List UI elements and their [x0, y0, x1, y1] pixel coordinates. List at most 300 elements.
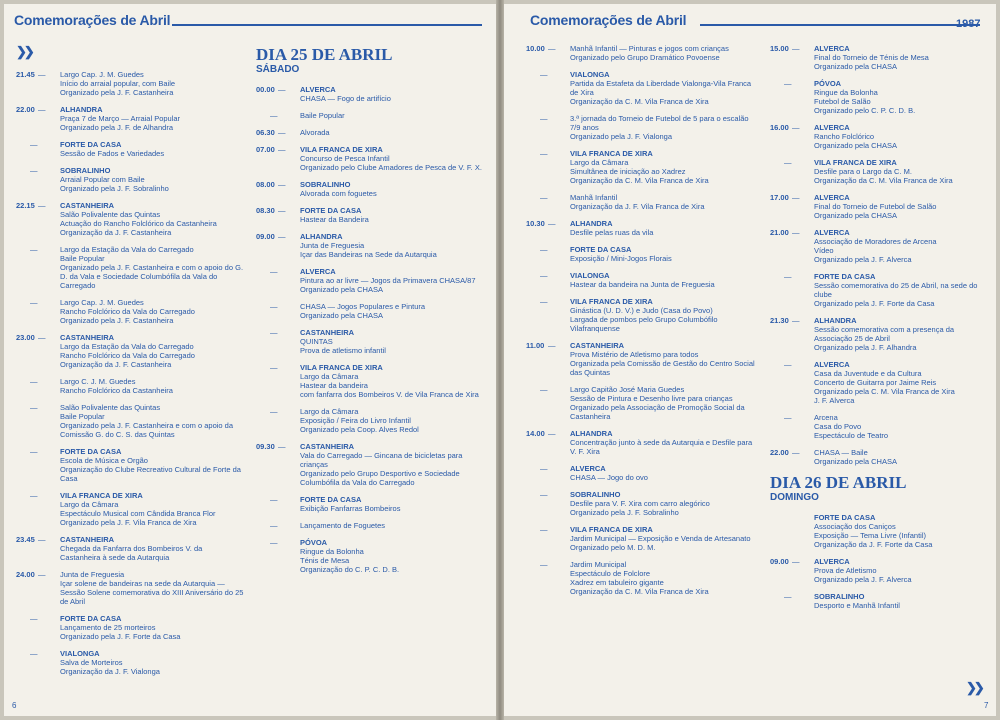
left-column-1 [16, 70, 244, 684]
entry-line: 3.ª jornada do Torneio de Futebol de 5 para o escalão 7/9 anos [570, 114, 749, 132]
entry-location: ALHANDRA [814, 316, 857, 325]
entry-line: Actuação do Rancho Folclórico da Castanheira [60, 219, 217, 228]
entry-dash: — [278, 180, 286, 189]
entry-line: Largo da Câmara [300, 407, 359, 416]
entry-dash: — [540, 193, 548, 202]
entry-time: 21.00 [770, 228, 789, 237]
entry-line: Largo Capitão José Maria Guedes [570, 385, 685, 394]
entry-line: Organizado pela CHASA [814, 457, 897, 466]
schedule-entry [16, 447, 244, 483]
entry-dash: — [270, 328, 278, 337]
entry-line: Salva de Morteiros [60, 658, 123, 667]
right-column-1 [526, 44, 758, 604]
entry-time: 14.00 [526, 429, 545, 438]
entry-dash: — [540, 70, 548, 79]
schedule-entry [526, 385, 758, 421]
entry-time: 17.00 [770, 193, 789, 202]
schedule-entry [526, 219, 758, 237]
entry-dash: — [784, 413, 792, 422]
entry-line: Organizado pelo Grupo Desportivo e Sociedade Columbófila da Vala do Carregado [300, 469, 460, 487]
entry-line: Início do arraial popular, com Baile [60, 79, 176, 88]
schedule-entry [16, 201, 244, 237]
schedule-entry [526, 297, 758, 333]
entry-location: FORTE DA CASA [570, 245, 632, 254]
entry-line: Junta de Freguesia [300, 241, 365, 250]
schedule-entry [16, 491, 244, 527]
entry-time: 22.00 [770, 448, 789, 457]
entry-line: Rancho Folclórico da Vala do Carregado [60, 351, 195, 360]
schedule-entry [16, 649, 244, 676]
entry-line: Organização do C. P. C. D. B. [300, 565, 400, 574]
schedule-entry [526, 193, 758, 211]
entry-location: ALVERCA [814, 123, 850, 132]
entry-dash: — [270, 538, 278, 547]
entry-dash: — [38, 333, 46, 342]
entry-line: Exposição / Feira do Livro Infantil [300, 416, 411, 425]
entry-dash: — [30, 403, 38, 412]
entry-line: Chegada da Fanfarra dos Bombeiros V. da Castanheira à sede da Autarquia [60, 544, 203, 562]
schedule-entry [770, 592, 988, 610]
entry-line: Organizado pela J. F. Castanheira e com o apoio da Comissão G. do C. S. das Quintas [60, 421, 234, 439]
entry-time: 06.30 [256, 128, 275, 137]
schedule-entry [256, 407, 488, 434]
entry-dash: — [540, 525, 548, 534]
schedule-entry [256, 538, 488, 574]
entry-line: CHASA — Baile [814, 448, 868, 457]
schedule-entry [770, 360, 988, 405]
entry-line: Final do Torneio de Ténis de Mesa [814, 53, 929, 62]
header-year: 1987 [956, 18, 981, 30]
entry-line: CHASA — Fogo de artifício [300, 94, 391, 103]
schedule-entry [526, 429, 758, 456]
entry-location: SOBRALINHO [814, 592, 865, 601]
entry-dash: — [30, 491, 38, 500]
entry-dash: — [792, 228, 800, 237]
schedule-entry [16, 614, 244, 641]
entry-dash: — [792, 557, 800, 566]
entry-location: CASTANHEIRA [300, 328, 355, 337]
entry-line: Xadrez em tabuleiro gigante [570, 578, 664, 587]
entry-line: Jardim Municipal — Exposição e Venda de Artesanato [570, 534, 751, 543]
entry-line: Organizado pela J. F. Castanheira e com o apoio do G. D. da Vala e Sociedade Columbófila da Vala do Carregado [60, 263, 244, 290]
entry-line: Hastear da bandeira [300, 381, 368, 390]
entry-location: ALVERCA [300, 267, 336, 276]
entry-line: CHASA — Jogos Populares e Pintura [300, 302, 426, 311]
entry-line: Alvorada [300, 128, 330, 137]
entry-time: 09.00 [770, 557, 789, 566]
entry-line: Organizado pelo C. P. C. D. B. [814, 106, 916, 115]
entry-location: ALVERCA [570, 464, 606, 473]
entry-location: CASTANHEIRA [60, 333, 115, 342]
entry-location: CASTANHEIRA [60, 201, 115, 210]
schedule-entry [526, 271, 758, 289]
schedule-entry [256, 145, 488, 172]
entry-line: Largo Cap. J. M. Guedes [60, 70, 144, 79]
entry-line: Organização da J. F. Vialonga [60, 667, 160, 676]
entry-line: Desporto e Manhã Infantil [814, 601, 900, 610]
entry-time: 09.30 [256, 442, 275, 451]
entry-dash: — [278, 232, 286, 241]
entry-line: Organização da C. M. Vila Franca de Xira [814, 176, 953, 185]
schedule-entry [770, 513, 988, 549]
entry-line: Espectáculo de Folclore [570, 569, 651, 578]
entry-line: Organizado pela J. F. Castanheira [60, 88, 174, 97]
entry-line: Pintura ao ar livre — Jogos da Primavera CHASA/87 [300, 276, 476, 285]
entry-dash: — [278, 442, 286, 451]
entry-line: Ringue da Bolonha [300, 547, 364, 556]
schedule-entry [770, 557, 988, 584]
schedule-entry [256, 495, 488, 513]
entry-line: Organização da C. M. Vila Franca de Xira [570, 97, 709, 106]
entry-line: Organizado pela CHASA [814, 62, 897, 71]
entry-location: VILA FRANCA DE XIRA [300, 145, 383, 154]
entry-line: Arraial Popular com Baile [60, 175, 145, 184]
entry-dash: — [270, 495, 278, 504]
entry-dash: — [792, 44, 800, 53]
schedule-entry [256, 521, 488, 530]
schedule-entry [16, 166, 244, 193]
schedule-entry [770, 123, 988, 150]
entry-time: 23.00 [16, 333, 35, 342]
entry-line: Organizado pela J. F. Sobralinho [570, 508, 679, 517]
entry-location: FORTE DA CASA [814, 272, 876, 281]
entry-line: Organização da J. F. Castanheira [60, 360, 172, 369]
entry-time: 08.00 [256, 180, 275, 189]
entry-location: FORTE DA CASA [60, 614, 122, 623]
left-column-2-list [256, 85, 488, 574]
entry-line: Largo da Câmara [570, 158, 629, 167]
entry-time: 10.30 [526, 219, 545, 228]
schedule-entry [526, 245, 758, 263]
right-column-2b-list [770, 513, 988, 610]
entry-dash: — [278, 128, 286, 137]
entry-dash: — [38, 570, 46, 579]
entry-time: 22.00 [16, 105, 35, 114]
double-chevron-icon: ❯❯ [966, 680, 982, 695]
schedule-entry [16, 535, 244, 562]
entry-location: SOBRALINHO [570, 490, 621, 499]
entry-line: Desfile para o Largo da C. M. [814, 167, 912, 176]
entry-line: Casa do Povo [814, 422, 862, 431]
entry-dash: — [784, 360, 792, 369]
entry-line: Prova de Atletismo [814, 566, 877, 575]
schedule-entry [16, 333, 244, 369]
entry-line: Casa da Juventude e da Cultura [814, 369, 922, 378]
entry-line: Organização da C. M. Vila Franca de Xira [570, 587, 709, 596]
entry-dash: — [540, 245, 548, 254]
day-title: DIA 25 DE ABRIL [256, 45, 393, 64]
entry-location: VILA FRANCA DE XIRA [570, 149, 653, 158]
entry-dash: — [784, 272, 792, 281]
schedule-entry [526, 44, 758, 62]
entry-line: Largo C. J. M. Guedes [60, 377, 136, 386]
entry-line: Exibição Fanfarras Bombeiros [300, 504, 401, 513]
entry-line: Içar das Bandeiras na Sede da Autarquia [300, 250, 437, 259]
day-heading-26 [770, 474, 988, 503]
entry-dash: — [30, 298, 38, 307]
entry-dash: — [270, 407, 278, 416]
entry-line: Largo da Câmara [300, 372, 359, 381]
page-right [504, 4, 996, 716]
entry-dash: — [30, 649, 38, 658]
entry-dash: — [784, 79, 792, 88]
entry-line: Organizado pela J. F. Alverca [814, 255, 912, 264]
entry-line: Organizado pela CHASA [300, 285, 383, 294]
entry-dash: — [38, 105, 46, 114]
entry-line: Manhã Infantil [570, 193, 618, 202]
day-heading-25 [256, 46, 488, 75]
entry-line: Largo da Câmara [60, 500, 119, 509]
entry-location: VIALONGA [60, 649, 100, 658]
entry-dash: — [548, 341, 556, 350]
entry-dash: — [30, 140, 38, 149]
entry-line: com fanfarra dos Bombeiros V. de Vila Franca de Xira [300, 390, 479, 399]
entry-line: J. F. Alverca [814, 396, 855, 405]
right-column-2 [770, 44, 988, 618]
entry-location: ALVERCA [814, 557, 850, 566]
entry-line: Organizado pela J. F. Alverca [814, 575, 912, 584]
entry-line: Rancho Folclórico da Castanheira [60, 386, 173, 395]
entry-line: Prova de atletismo infantil [300, 346, 386, 355]
entry-line: Organizado pela J. F. Alhandra [814, 343, 917, 352]
entry-line: Organizado pela J. F. Sobralinho [60, 184, 169, 193]
entry-location: VILA FRANCA DE XIRA [570, 297, 653, 306]
entry-line: Organizado pela CHASA [300, 311, 383, 320]
entry-location: VIALONGA [570, 271, 610, 280]
entry-dash: — [792, 123, 800, 132]
page-left [4, 4, 496, 716]
entry-line: Baile Popular [60, 412, 105, 421]
header-title-left: Comemorações de Abril [14, 12, 171, 28]
entry-dash: — [38, 535, 46, 544]
entry-location: VILA FRANCA DE XIRA [300, 363, 383, 372]
entry-line: Hastear da bandeira na Junta de Freguesia [570, 280, 715, 289]
entry-line: Prova Mistério de Atletismo para todos [570, 350, 699, 359]
entry-dash: — [540, 114, 548, 123]
entry-location: ALVERCA [814, 193, 850, 202]
entry-time: 22.15 [16, 201, 35, 210]
entry-line: Organização da J. F. Forte da Casa [814, 540, 933, 549]
entry-line: Organizado pela CHASA [814, 141, 897, 150]
entry-line: Ténis de Mesa [300, 556, 350, 565]
right-column-2-list [770, 44, 988, 466]
entry-dash: — [270, 111, 278, 120]
entry-dash: — [278, 145, 286, 154]
entry-line: Final do Torneio de Futebol de Salão [814, 202, 937, 211]
schedule-entry [770, 316, 988, 352]
schedule-entry [526, 341, 758, 377]
entry-line: Jardim Municipal [570, 560, 627, 569]
entry-location: SOBRALINHO [300, 180, 351, 189]
entry-time: 23.45 [16, 535, 35, 544]
entry-line: Organizado pela C. M. Vila Franca de Xira [814, 387, 955, 396]
entry-dash: — [278, 85, 286, 94]
entry-line: Escola de Música e Orgão [60, 456, 148, 465]
schedule-entry [16, 245, 244, 290]
entry-location: VILA FRANCA DE XIRA [60, 491, 143, 500]
entry-dash: — [548, 44, 556, 53]
entry-line: Rancho Folclórico da Vala do Carregado [60, 307, 195, 316]
schedule-entry [256, 363, 488, 399]
entry-location: FORTE DA CASA [300, 495, 362, 504]
entry-line: Partida da Estafeta da Liberdade Vialonga-Vila Franca de Xira [570, 79, 752, 97]
entry-location: FORTE DA CASA [60, 447, 122, 456]
entry-line: Organizado pelo M. D. M. [570, 543, 656, 552]
entry-location: SOBRALINHO [60, 166, 111, 175]
entry-dash: — [38, 70, 46, 79]
entry-time: 21.45 [16, 70, 35, 79]
schedule-entry [256, 328, 488, 355]
entry-line: Organizado pelo Grupo Dramático Povoense [570, 53, 720, 62]
entry-dash: — [548, 429, 556, 438]
entry-line: Ginástica (U. D. V.) e Judo (Casa do Povo) [570, 306, 713, 315]
entry-line: CHASA — Jogo do ovo [570, 473, 648, 482]
entry-location: FORTE DA CASA [814, 513, 876, 522]
schedule-entry [16, 70, 244, 97]
entry-line: Largo da Estação da Vala do Carregado [60, 342, 194, 351]
schedule-entry [256, 111, 488, 120]
schedule-entry [16, 377, 244, 395]
schedule-entry [256, 128, 488, 137]
entry-location: VIALONGA [570, 70, 610, 79]
schedule-entry [526, 70, 758, 106]
entry-line: Ringue da Bolonha [814, 88, 878, 97]
entry-dash: — [540, 490, 548, 499]
day-weekday: SÁBADO [256, 64, 300, 75]
entry-location: VILA FRANCA DE XIRA [570, 525, 653, 534]
entry-line: Baile Popular [300, 111, 345, 120]
entry-line: Organização da J. F. Vila Franca de Xira [570, 202, 705, 211]
entry-dash: — [540, 464, 548, 473]
entry-line: Organizado pela Coop. Alves Redol [300, 425, 419, 434]
entry-line: Junta de Freguesia [60, 570, 125, 579]
entry-line: Concentração junto à sede da Autarquia e Desfile para V. F. Xira [570, 438, 753, 456]
entry-line: Lançamento de 25 morteiros [60, 623, 156, 632]
entry-time: 11.00 [526, 341, 545, 350]
entry-location: PÓVOA [814, 79, 842, 88]
schedule-entry [256, 180, 488, 198]
entry-location: ALVERCA [814, 44, 850, 53]
entry-line: Simultânea de iniciação ao Xadrez [570, 167, 686, 176]
entry-line: Içar solene de bandeiras na sede da Autarquia — Sessão Solene comemorativa do XIII Aniversário do 25 de Abril [60, 579, 244, 606]
entry-dash: — [792, 193, 800, 202]
entry-line: Espectáculo de Teatro [814, 431, 889, 440]
entry-line: Organizado pela J. F. Forte da Casa [60, 632, 181, 641]
entry-time: 09.00 [256, 232, 275, 241]
entry-line: Organização da J. F. Castanheira [60, 228, 172, 237]
schedule-entry [526, 525, 758, 552]
entry-line: Vala do Carregado — Gincana de bicicletas para crianças [300, 451, 463, 469]
entry-dash: — [38, 201, 46, 210]
entry-line: Sessão comemorativa com a presença da Associação 25 de Abril [814, 325, 955, 343]
entry-location: PÓVOA [300, 538, 328, 547]
entry-line: Largada de pombos pelo Grupo Columbófilo Vilafranquense [570, 315, 718, 333]
schedule-entry [770, 448, 988, 466]
schedule-entry [256, 267, 488, 294]
entry-dash: — [270, 363, 278, 372]
entry-location: ALVERCA [814, 360, 850, 369]
entry-line: Sessão de Fados e Variedades [60, 149, 165, 158]
entry-line: Desfile para V. F. Xira com carro alegórico [570, 499, 710, 508]
entry-dash: — [548, 219, 556, 228]
schedule-entry [256, 85, 488, 103]
schedule-entry [770, 44, 988, 71]
entry-line: Vídeo [814, 246, 834, 255]
entry-dash: — [270, 302, 278, 311]
entry-line: Organização do Clube Recreativo Cultural de Forte da Casa [60, 465, 241, 483]
schedule-entry [526, 490, 758, 517]
entry-dash: — [30, 166, 38, 175]
schedule-entry [256, 232, 488, 259]
double-chevron-icon: ❯❯ [16, 44, 32, 59]
schedule-entry [256, 206, 488, 224]
entry-time: 21.30 [770, 316, 789, 325]
entry-location: FORTE DA CASA [60, 140, 122, 149]
entry-line: Organizada pela Comissão de Gestão do Centro Social das Quintas [570, 359, 755, 377]
entry-location: VILA FRANCA DE XIRA [814, 158, 897, 167]
entry-line: Organizado pela J. F. Vila Franca de Xira [60, 518, 197, 527]
entry-line: Sessão comemorativa do 25 de Abril, na sede do clube [814, 281, 978, 299]
entry-line: Rancho Folclórico [814, 132, 875, 141]
schedule-entry [526, 560, 758, 596]
left-column-2 [256, 44, 488, 582]
entry-location: ALVERCA [300, 85, 336, 94]
entry-line: Associação dos Caniços [814, 522, 896, 531]
entry-dash: — [784, 592, 792, 601]
schedule-entry [526, 114, 758, 141]
entry-location: ALVERCA [814, 228, 850, 237]
entry-dash: — [270, 267, 278, 276]
schedule-entry [16, 298, 244, 325]
entry-dash: — [30, 447, 38, 456]
schedule-entry [16, 570, 244, 606]
entry-dash: — [30, 377, 38, 386]
entry-location: CASTANHEIRA [570, 341, 625, 350]
entry-dash: — [30, 614, 38, 623]
day-title: DIA 26 DE ABRIL [770, 473, 907, 492]
entry-dash: — [792, 316, 800, 325]
day-weekday: DOMINGO [770, 492, 819, 503]
entry-line: Organizado pelo Clube Amadores de Pesca de V. F. X. [300, 163, 482, 172]
header-title-right: Comemorações de Abril [530, 12, 687, 28]
entry-line: Salão Polivalente das Quintas [60, 210, 161, 219]
entry-line: Salão Polivalente das Quintas [60, 403, 161, 412]
entry-time: 24.00 [16, 570, 35, 579]
entry-line: Baile Popular [60, 254, 105, 263]
entry-line: Sessão de Pintura e Desenho livre para crianças [570, 394, 733, 403]
entry-dash: — [540, 385, 548, 394]
schedule-entry [770, 272, 988, 308]
entry-line: Organizado pela J. F. Castanheira [60, 316, 174, 325]
entry-time: 10.00 [526, 44, 545, 53]
entry-location: ALHANDRA [570, 429, 613, 438]
entry-line: Concurso de Pesca Infantil [300, 154, 390, 163]
entry-line: Futebol de Salão [814, 97, 871, 106]
entry-line: Exposição — Tema Livre (Infantil) [814, 531, 926, 540]
entry-line: Largo Cap. J. M. Guedes [60, 298, 144, 307]
entry-line: Organizado pela CHASA [814, 211, 897, 220]
entry-line: Espectáculo Musical com Cândida Branca Flor [60, 509, 216, 518]
schedule-entry [526, 464, 758, 482]
schedule-entry [770, 79, 988, 115]
entry-time: 07.00 [256, 145, 275, 154]
schedule-entry [770, 193, 988, 220]
entry-line: Associação de Moradores de Arcena [814, 237, 937, 246]
header-rule-left [172, 24, 482, 26]
book-gutter [496, 0, 504, 720]
entry-line: Exposição / Mini-Jogos Florais [570, 254, 672, 263]
entry-line: Alvorada com foguetes [300, 189, 377, 198]
